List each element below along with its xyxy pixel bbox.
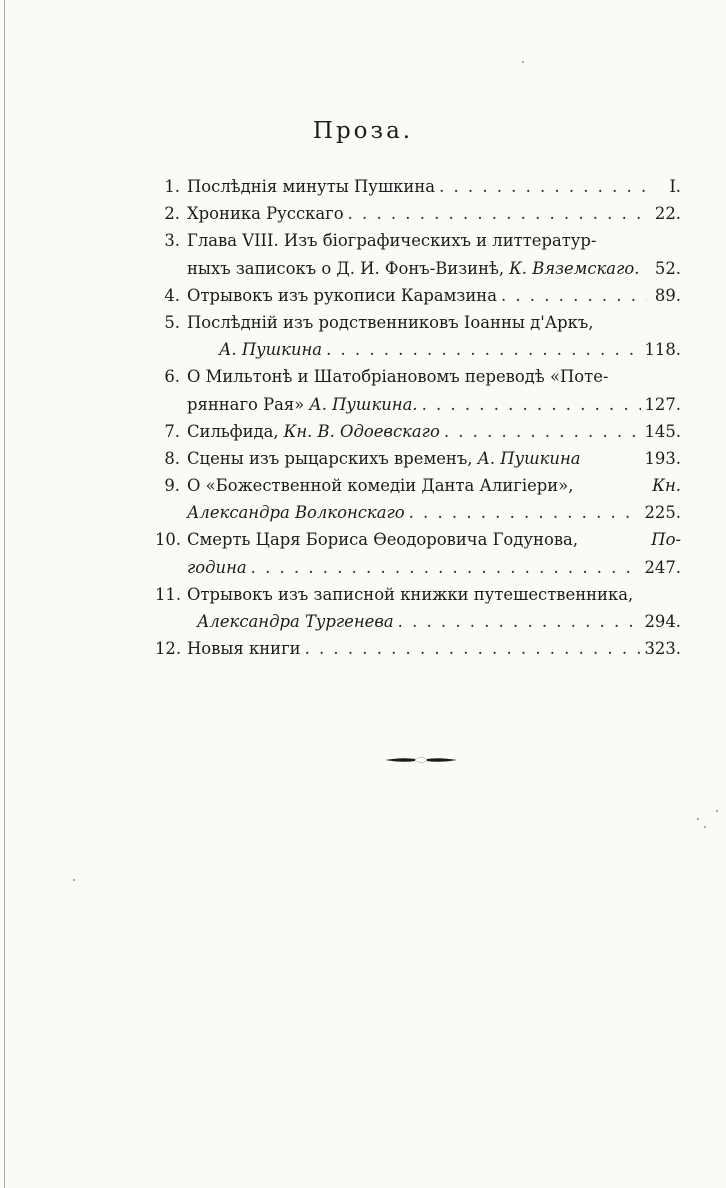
entry-page: 22. bbox=[654, 204, 681, 224]
leader-dots bbox=[422, 391, 641, 418]
page-edge-rule bbox=[4, 0, 5, 1188]
toc-entry-3-cont bbox=[155, 255, 681, 282]
toc-entry-12 bbox=[155, 635, 681, 662]
entry-number: 1. bbox=[164, 177, 180, 196]
toc-entry-6-cont bbox=[155, 391, 681, 418]
leader-dots bbox=[501, 282, 647, 309]
entry-number: 4. bbox=[164, 285, 180, 305]
entry-author: Александра Тургенева bbox=[197, 612, 394, 631]
entry-page: 225. bbox=[644, 503, 681, 523]
entry-page: 127. bbox=[644, 394, 681, 414]
toc-entry-1 bbox=[155, 173, 681, 200]
toc-entry-7 bbox=[155, 418, 681, 445]
entry-page: 145. bbox=[644, 421, 681, 441]
entry-number: 8. bbox=[164, 448, 180, 468]
entry-author: А. Пушкина bbox=[477, 448, 581, 468]
ink-speck bbox=[716, 810, 718, 812]
ink-speck bbox=[704, 826, 706, 828]
entry-number: 12. bbox=[155, 639, 182, 659]
leader-dots bbox=[439, 173, 647, 200]
entry-number: 6. bbox=[164, 367, 180, 387]
entry-number: 7. bbox=[164, 421, 180, 441]
toc-entry-10-cont bbox=[155, 554, 681, 581]
toc-entry-6 bbox=[155, 363, 681, 390]
toc-entry-5 bbox=[155, 309, 681, 336]
entry-title-cont: ряннаго Рая» bbox=[187, 394, 305, 414]
entry-number: 10. bbox=[155, 530, 182, 550]
toc-entry-9-cont bbox=[155, 499, 681, 526]
toc-entry-3 bbox=[155, 227, 681, 254]
entry-number: 9. bbox=[164, 476, 180, 496]
entry-title: Отрывокъ изъ записной книжки путешественника, bbox=[187, 584, 634, 604]
entry-number: 11. bbox=[155, 584, 182, 604]
entry-page: I. bbox=[669, 177, 681, 196]
toc-entry-11 bbox=[155, 581, 681, 608]
leader-dots bbox=[398, 608, 641, 635]
entry-title: Смерть Царя Бориса Ѳеодоровича Годунова, bbox=[187, 530, 579, 550]
entry-title: Сильфида, bbox=[187, 421, 279, 441]
leader-dots bbox=[444, 418, 641, 445]
entry-title: Сцены изъ рыцарскихъ временъ, bbox=[187, 448, 473, 468]
toc-entry-5-cont bbox=[155, 336, 681, 363]
entry-title: Послѣдній изъ родственниковъ Іоанны д'Аркъ, bbox=[187, 312, 594, 332]
entry-author-prefix: Кн. bbox=[652, 476, 681, 496]
entry-author: Кн. В. Одоевскаго bbox=[283, 421, 440, 441]
entry-number: 5. bbox=[164, 312, 180, 332]
entry-page: 52. bbox=[654, 258, 681, 278]
leader-dots bbox=[305, 635, 641, 662]
entry-author: Александра Волконскаго bbox=[187, 503, 405, 523]
entry-author-prefix: По- bbox=[651, 530, 681, 550]
leader-dots bbox=[251, 554, 641, 581]
entry-title-cont: ныхъ записокъ о Д. И. Фонъ-Визинѣ, bbox=[187, 258, 505, 278]
section-title: Проза. bbox=[312, 118, 414, 144]
toc-entry-8 bbox=[155, 445, 681, 472]
toc-entry-4 bbox=[155, 282, 681, 309]
entry-number: 2. bbox=[164, 204, 180, 224]
entry-title: Послѣднія минуты Пушкина bbox=[187, 177, 436, 196]
entry-title: О «Божественной комедіи Данта Алигіери», bbox=[187, 476, 574, 496]
entry-title: Новыя книги bbox=[187, 639, 301, 659]
toc-entry-11-cont bbox=[155, 608, 681, 635]
entry-number: 3. bbox=[164, 231, 180, 251]
ink-speck bbox=[73, 879, 75, 881]
ink-speck bbox=[522, 61, 524, 63]
toc-entry-9 bbox=[155, 472, 681, 499]
entry-title: О Мильтонѣ и Шатобріановомъ переводѣ «Поте- bbox=[187, 367, 609, 387]
table-of-contents bbox=[155, 173, 681, 662]
entry-author: К. Вяземскаго. bbox=[509, 258, 640, 278]
entry-page: 294. bbox=[644, 612, 681, 631]
entry-page: 247. bbox=[644, 557, 681, 577]
entry-title: Хроника Русскаго bbox=[187, 204, 344, 224]
leader-dots bbox=[348, 200, 647, 227]
entry-author: година bbox=[187, 557, 247, 577]
leader-dots bbox=[409, 499, 641, 526]
leader-dots bbox=[326, 336, 640, 363]
decorative-rule-ornament bbox=[385, 753, 457, 767]
entry-title: Отрывокъ изъ рукописи Карамзина bbox=[187, 285, 497, 305]
ink-speck bbox=[697, 818, 699, 820]
entry-author: А. Пушкина. bbox=[309, 394, 418, 414]
entry-page: 89. bbox=[654, 285, 681, 305]
entry-page: 118. bbox=[644, 340, 681, 360]
entry-page: 193. bbox=[644, 448, 681, 468]
entry-page: 323. bbox=[644, 639, 681, 659]
entry-title: Глава VIII. Изъ біографическихъ и литтератур- bbox=[187, 231, 597, 251]
toc-entry-10 bbox=[155, 526, 681, 553]
entry-author: А. Пушкина bbox=[219, 340, 323, 360]
toc-entry-2 bbox=[155, 200, 681, 227]
